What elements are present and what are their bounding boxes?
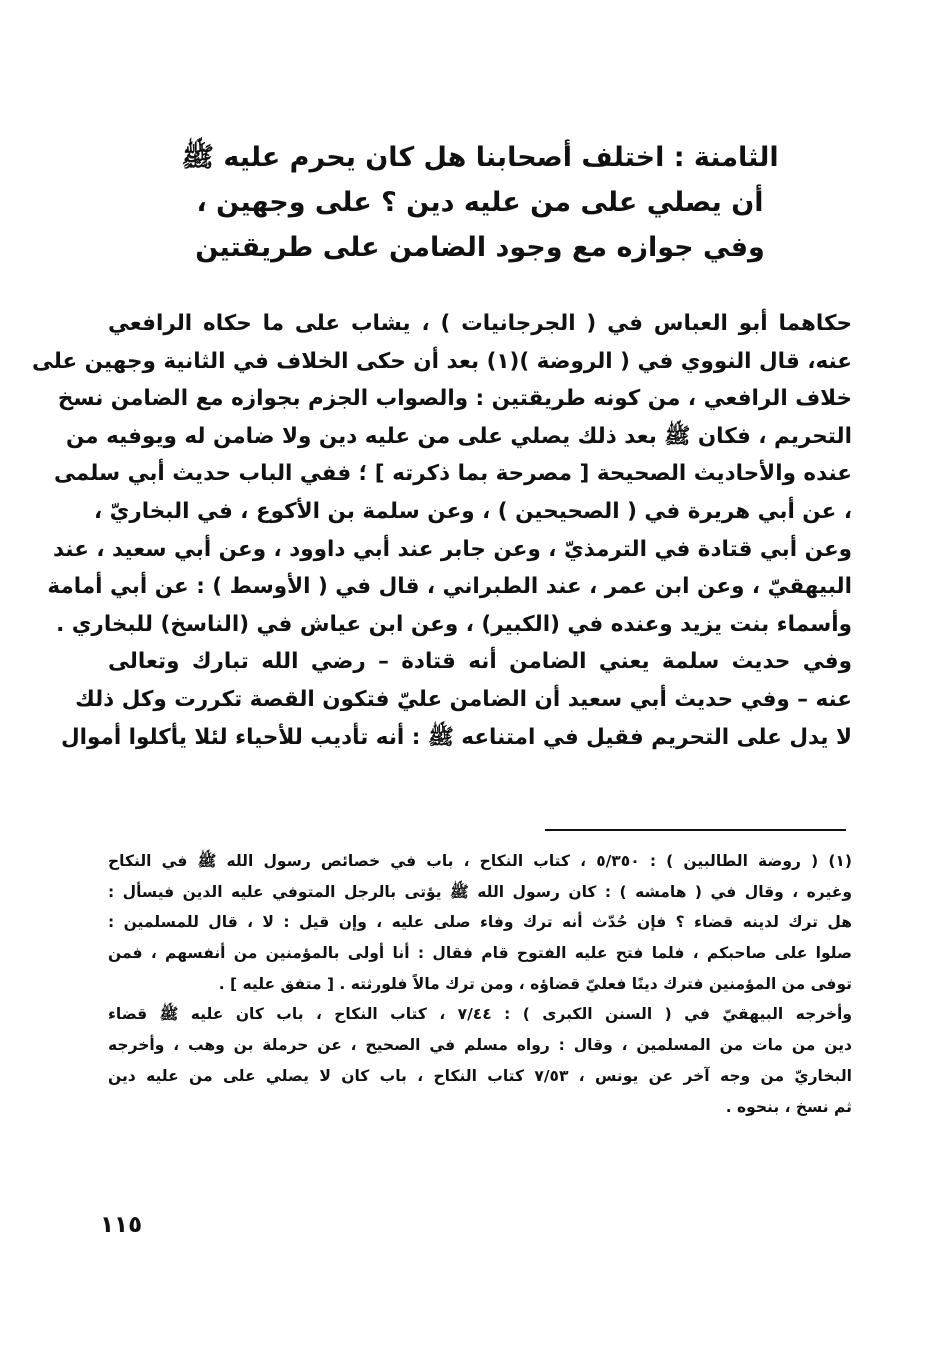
body-line-12: لا يدل على التحريم فقيل في امتناعه ﷺ : أنه تأديب للأحياء لئلا يأكلوا أموال (61, 724, 852, 750)
body-line-9: وأسماء بنت يزيد وعنده في (الكبير) ، وعن ابن عياش في (الناسخ) للبخاري . (56, 611, 852, 637)
footnote-line-6: وأخرجه البيهقيّ في ( السنن الكبرى ) : ٧/٤٤ ، كتاب النكاح ، باب كان عليه ﷺ قضاء (108, 1005, 852, 1024)
heading-line-1: الثامنة : اختلف أصحابنا هل كان يحرم عليه ﷺ (181, 142, 779, 173)
body-line-2: عنه، قال النووي في ( الروضة )(١) بعد أن حكى الخلاف في الثانية وجهين على (31, 348, 852, 374)
body-line-3: خلاف الرافعي ، من كونه طريقتين : والصواب الجزم بجوازه مع الضامن نسخ (57, 386, 852, 412)
body-line-1: حكاهما أبو العباس في ( الجرجانيات ) ، يشاب على ما حكاه الرافعي (108, 311, 852, 336)
page-number: ١١٥ (100, 1212, 143, 1238)
body-line-10: وفي حديث سلمة يعني الضامن أنه قتادة – رضي الله تبارك وتعالى (108, 649, 852, 675)
body-line-6: ، عن أبي هريرة في ( الصحيحين ) ، وعن سلمة بن الأكوع ، في البخاريّ ، (93, 498, 852, 524)
body-line-5: عنده والأحاديث الصحيحة [ مصرحة بما ذكرته ] ؛ ففي الباب حديث أبي سلمى (54, 461, 852, 487)
footnote-line-8: البخاريّ من وجه آخر عن يونس ، ٧/٥٣ كتاب النكاح ، باب كان لا يصلي على من عليه دين (108, 1066, 852, 1085)
footnote-line-7: دين من مات من المسلمين ، وقال : رواه مسلم في الصحيح ، عن حرملة بن وهب ، وأخرجه (108, 1036, 852, 1055)
footnote-line-3: هل ترك لدينه قضاء ؟ فإن حُدّث أنه ترك وفاء صلى عليه ، وإن قيل : لا ، قال للمسلمين : (108, 913, 852, 932)
footnote-line-9: ثم نسخ ، بنحوه . (725, 1097, 852, 1116)
body-line-11: عنه – وفي حديث أبي سعيد أن الضامن عليّ فتكون القصة تكررت وكل ذلك (75, 686, 852, 712)
footnotes (108, 846, 852, 1122)
heading-line-3: وفي جوازه مع وجود الضامن على طريقتين (195, 232, 765, 263)
heading-line-2: أن يصلي على من عليه دين ؟ على وجهين ، (196, 187, 764, 218)
body-line-4: التحريم ، فكان ﷺ بعد ذلك يصلي على من عليه دين ولا ضامن له ويوفيه من (65, 423, 852, 449)
footnote-line-2: وغيره ، وقال في ( هامشه ) : كان رسول الله ﷺ يؤتى بالرجل المتوفي عليه الدين فيسأل : (108, 882, 852, 901)
footnote-line-5: توفى من المؤمنين فترك دينًا فعليّ قضاؤه ، ومن ترك مالاً فلورثته . [ متفق عليه ] . (218, 974, 852, 993)
footnote-line-1: (١) ( روضة الطالبين ) : ٥/٣٥٠ ، كتاب النكاح ، باب في خصائص رسول الله ﷺ في النكاح (108, 852, 852, 870)
body-line-8: البيهقيّ ، وعن ابن عمر ، عند الطبراني ، قال في ( الأوسط ) : عن أبي أمامة (47, 574, 852, 600)
body-text (31, 305, 852, 756)
section-heading (180, 135, 780, 270)
footnote-divider (545, 829, 846, 831)
footnote-line-4: صلوا على صاحبكم ، فلما فتح عليه الفتوح قام فقال : أنا أولى بالمؤمنين من أنفسهم ، فمن (108, 944, 852, 963)
body-line-7: وعن أبي قتادة في الترمذيّ ، وعن جابر عند أبي داوود ، وعن أبي سعيد ، عند (53, 536, 852, 562)
